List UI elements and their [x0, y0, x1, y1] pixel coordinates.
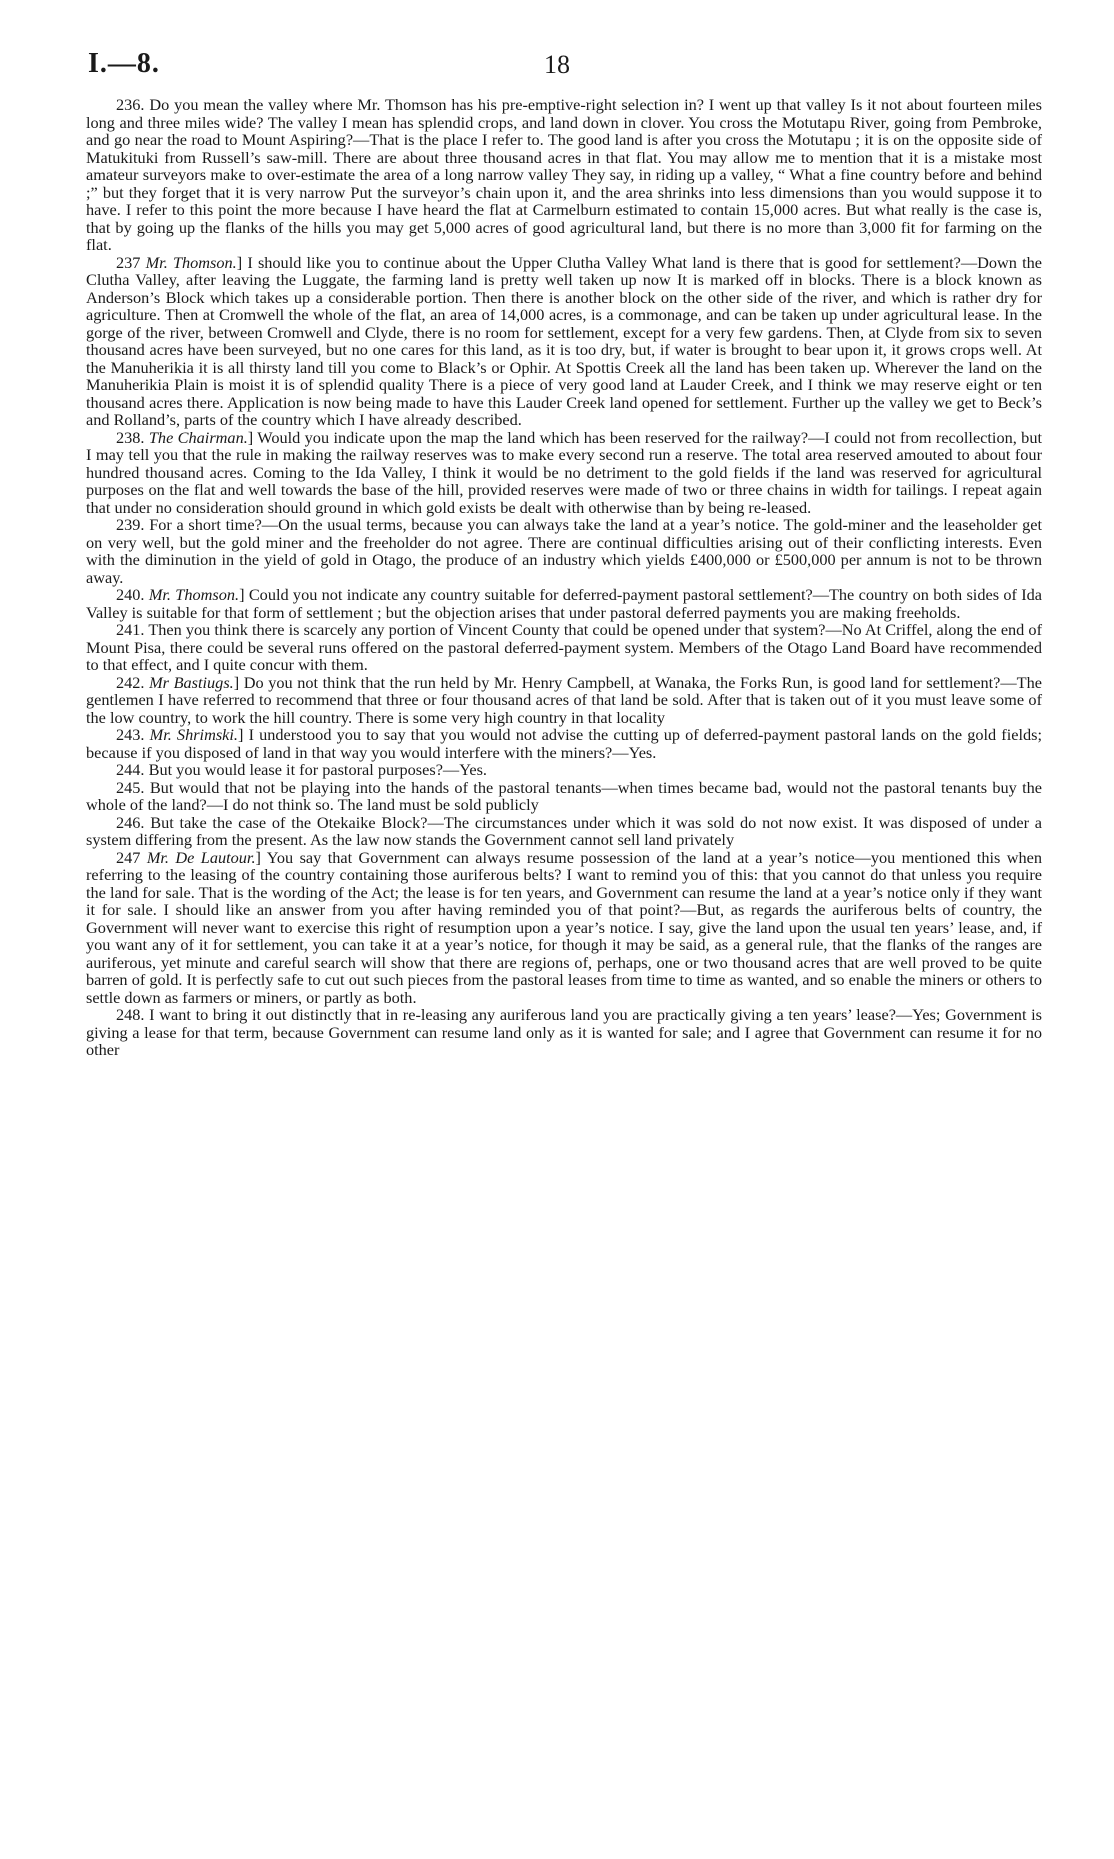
paragraph-243: 243. Mr. Shrimski.] I understood you to say that you would not advise the cutting up of deferred-payment pastoral lands on the gold fields; because if you disposed of land in that way you would interfere with the miners?—Yes.	[86, 725, 1043, 762]
page-number: 18	[544, 50, 570, 79]
question-number: 238.	[116, 427, 145, 447]
page-header	[88, 48, 1026, 84]
question-number: 246.	[116, 812, 145, 832]
question-number: 242.	[116, 672, 145, 692]
speaker-name: The Chairman.	[148, 427, 248, 447]
paragraph-text: Do you mean the valley where Mr. Thomson has his pre-emptive-right selection in? I went up that valley Is it not about fourteen miles long and three miles wide? The valley I mean has splendid crops, and land down in clover. You cross the Motutapu River, going from Pembroke, and go near the road to Mount Aspiring?—That is the place I refer to. The good land is after you cross the Motutapu ; it is on the opposite side of Matukituki from Russell’s saw-mill. There are about three thousand acres in that flat. You may allow me to mention that it is a mistake most amateur surveyors make to over-estimate the area of a long narrow valley They say, in riding up a valley, “ What a fine country before and behind ;” but they forget that it is very narrow Put the surveyor’s chain upon it, and the area shrinks into less dimensions than you would suppose it to have. I refer to this point the more because I have heard the flat at Carmelburn estimated to contain 15,000 acres. But what really is the case is, that by going up the flanks of the hills you may get 5,000 acres of good agricultural land, but there is no more than 3,000 fit for farming on the flat.	[86, 95, 1042, 254]
paragraph-text: Do you not think that the run held by Mr. Henry Campbell, at Wanaka, the Forks Run, is good land for settlement?—The gentlemen I have referred to recommend that three or four thousand acres of that land be sold. After that is taken out of it you must leave some of the low country, to work the hill country. There is some very high country in that locality	[86, 672, 1042, 727]
paragraph-text: But would that not be playing into the hands of the pastoral tenants—when times became bad, would not the pastoral tenants buy the whole of the land?—I do not think so. The land must be sold publicly	[86, 777, 1042, 814]
paragraph-text: I should like you to continue about the Upper Clutha Valley What land is there that is good for settlement?—Down the Clutha Valley, after leaving the Luggate, the farming land is pretty well taken up now It is marked off in blocks. There is a block known as Anderson’s Block which takes up a considerable portion. Then there is another block on the other side of the river, and which is rather dry for agriculture. Then at Cromwell the whole of the flat, an area of 14,000 acres, is a commonage, and can be taken up under agricultural lease. In the gorge of the river, between Cromwell and Clyde, there is no room for settlement, except for a very few gardens. Then, at Clyde from six to seven thousand acres have been surveyed, but no one cares for this land, as it is too dry, but, if water is brought to bear upon it, it grows crops well. At the Manuherikia it is all thirsty land till you come to Black’s or Ophir. At Spottis Creek all the land has been taken up. Wherever the land on the Manuherikia Plain is moist it is of splendid quality There is a piece of very good land at Lauder Creek, and I think we may reserve eight or ten thousand acres there. Application is now being made to have this Lauder Creek land opened for settlement. Further up the valley we get to Beck’s and Rolland’s, parts of the country which I have already described.	[86, 252, 1043, 429]
paragraph-248	[86, 1006, 1042, 1059]
paragraph-241	[86, 621, 1042, 674]
question-number: 241.	[116, 620, 145, 639]
paragraph-text: Could you not indicate any country suitable for deferred-payment pastoral settlement?—The country on both sides of Ida Valley is suitable for that form of settlement ; but the objection arises that under pastoral deferred payments you are making freeholds.	[86, 585, 1042, 622]
paragraph-text: You say that Government can always resume possession of the land at a year’s notice—you mentioned this when referring to the leasing of the country containing those auriferous belts? I want to remind you of this: that you cannot do that unless you require the land for sale. That is the wording of the Act; the lease is for ten years, and Government can resume the land at a year’s notice only if they want it for sale. I should like an answer from you after having reminded you of that point?—But, as regards the auriferous belts of country, the Government will never want to exercise this right of resumption upon a year’s notice. I say, give the land upon the usual ten years’ lease, and, if you want any of it for settlement, you can take it at a year’s notice, for though it may be said, as a general rule, that the flanks of the ranges are auriferous, yet minute and careful search will show that there are regions of, perhaps, one or two thousand acres that are well proved to be quite barren of gold. It is perfectly safe to cut out such pieces from the pastoral leases from time to time as wanted, and so enable the miners or others to settle down as farmers or miners, or partly as both.	[86, 847, 1042, 1007]
paragraph-239	[86, 516, 1042, 586]
paragraph-237: 237 Mr. Thomson.] I should like you to continue about the Upper Clutha Valley What land is there that is good for settlement?—Down the Clutha Valley, after leaving the Luggate, the farming land is pretty well taken up now It is marked off in blocks. There is a block known as Anderson’s Block which takes up a considerable portion. Then there is another block on the other side of the river, and which is rather dry for agriculture. Then at Cromwell the whole of the flat, an area of 14,000 acres, is a commonage, and can be taken up under agricultural lease. In the gorge of the river, between Cromwell and Clyde, there is no room for settlement, except for a very few gardens. Then, at Clyde from six to seven thousand acres have been surveyed, but no one cares for this land, as it is too dry, but, if water is brought to bear upon it, it grows crops well. At the Manuherikia it is all thirsty land till you come to Black’s or Ophir. At Spottis Creek all the land has been taken up. Wherever the land on the Manuherikia Plain is moist it is of splendid quality There is a piece of very good land at Lauder Creek, and I think we may reserve eight or ten thousand acres there. Application is now being made to have this Lauder Creek land opened for settlement. Further up the valley we get to Beck’s and Rolland’s, parts of the country which I have already described.	[86, 252, 1043, 429]
paragraph-text: But you would lease it for pastoral purposes?—Yes.	[148, 760, 487, 779]
page-body	[86, 96, 1042, 1059]
speaker-name: Mr. Thomson.	[148, 585, 240, 604]
paragraph-text: Then you think there is scarcely any portion of Vincent County that could be opened under that system?—No At Criffel, along the end of Mount Pisa, there could be several runs offered on the pastoral deferred-payment system. Members of the Otago Land Board have recommended to that effect, and I quite concur with them.	[86, 620, 1042, 674]
paragraph-236	[86, 96, 1042, 254]
paragraph-244	[86, 761, 1042, 779]
question-number: 248.	[116, 1005, 145, 1024]
speaker-name: Mr. Thomson.	[145, 252, 237, 272]
question-number: 247	[116, 847, 141, 867]
question-number: 243.	[116, 725, 145, 744]
paragraph-247: 247 Mr. De Lautour.] You say that Government can always resume possession of the land at a year’s notice—you mentioned this when referring to the leasing of the country containing those auriferous belts? I want to remind you of this: that you cannot do that unless you require the land for sale. That is the wording of the Act; the lease is for ten years, and Government can resume the land at a year’s notice only if they want it for sale. I should like an answer from you after having reminded you of that point?—But, as regards the auriferous belts of country, the Government will never want to exercise this right of resumption upon a year’s notice. I say, give the land upon the usual ten years’ lease, and, if you want any of it for settlement, you can take it at a year’s notice, for though it may be said, as a general rule, that the flanks of the ranges are auriferous, yet minute and careful search will show that there are regions of, perhaps, one or two thousand acres that are well proved to be quite barren of gold. It is perfectly safe to cut out such pieces from the pastoral leases from time to time as wanted, and so enable the miners or others to settle down as farmers or miners, or partly as both.	[86, 847, 1042, 1007]
document-reference: I.—8.	[88, 48, 160, 79]
paragraph-238: 238. The Chairman.] Would you indicate upon the map the land which has been reserved for the railway?—I could not from recollection, but I may tell you that the rule in making the railway reserves was to make every second run a reserve. The total area reserved amouted to about four hundred thousand acres. Coming to the Ida Valley, I think it would be no detriment to the gold fields if the land was reserved for agricultural purposes on the flat and well towards the base of the hill, provided reserves were made of two or three chains in width for tailings. I repeat again that under no consideration should ground in which gold exists be dealt with otherwise than by being re-leased.	[86, 427, 1042, 517]
paragraph-text: I understood you to say that you would not advise the cutting up of deferred-payment pastoral lands on the gold fields; because if you disposed of land in that way you would interfere with the miners?—Yes.	[86, 725, 1043, 762]
paragraph-246	[86, 814, 1042, 849]
speaker-name: Mr. De Lautour.	[146, 847, 256, 867]
paragraph-245	[86, 779, 1042, 814]
question-number: 240.	[116, 585, 145, 604]
paragraph-text: But take the case of the Otekaike Block?—The circumstances under which it was sold do not now exist. It was disposed of under a system differing from the present. As the law now stands the Government cannot sell land privately	[86, 812, 1042, 849]
speaker-name: Mr Bastiugs.	[149, 672, 234, 692]
question-number: 245.	[116, 777, 145, 797]
paragraph-242: 242. Mr Bastiugs.] Do you not think that the run held by Mr. Henry Campbell, at Wanaka, the Forks Run, is good land for settlement?—The gentlemen I have referred to recommend that three or four thousand acres of that land be sold. After that is taken out of it you must leave some of the low country, to work the hill country. There is some very high country in that locality	[86, 672, 1042, 727]
question-number: 237	[116, 252, 141, 272]
question-number: 236.	[116, 95, 145, 114]
paragraph-text: For a short time?—On the usual terms, because you can always take the land at a year’s notice. The gold-miner and the leaseholder get on very well, but the gold miner and the freeholder do not agree. There are continual difficulties arising out of their conflicting interests. Even with the diminution in the yield of gold in Otago, the produce of an industry which yields £400,000 or £500,000 per annum is not to be thrown away.	[86, 515, 1042, 587]
paragraph-240: 240. Mr. Thomson.] Could you not indicate any country suitable for deferred-payment pastoral settlement?—The country on both sides of Ida Valley is suitable for that form of settlement ; but the objection arises that under pastoral deferred payments you are making freeholds.	[86, 585, 1042, 622]
question-number: 244.	[116, 760, 145, 779]
paragraph-text: I want to bring it out distinctly that in re-leasing any auriferous land you are practically giving a ten years’ lease?—Yes; Government is giving a lease for that term, because Government can resume land only as it is wanted for sale; and I agree that Government can resume it for no other	[86, 1005, 1042, 1059]
question-number: 239.	[116, 515, 145, 534]
speaker-name: Mr. Shrimski.	[149, 725, 238, 744]
paragraph-text: Would you indicate upon the map the land which has been reserved for the railway?—I could not from recollection, but I may tell you that the rule in making the railway reserves was to make every second run a reserve. The total area reserved amouted to about four hundred thousand acres. Coming to the Ida Valley, I think it would be no detriment to the gold fields if the land was reserved for agricultural purposes on the flat and well towards the base of the hill, provided reserves were made of two or three chains in width for tailings. I repeat again that under no consideration should ground in which gold exists be dealt with otherwise than by being re-leased.	[86, 427, 1042, 517]
